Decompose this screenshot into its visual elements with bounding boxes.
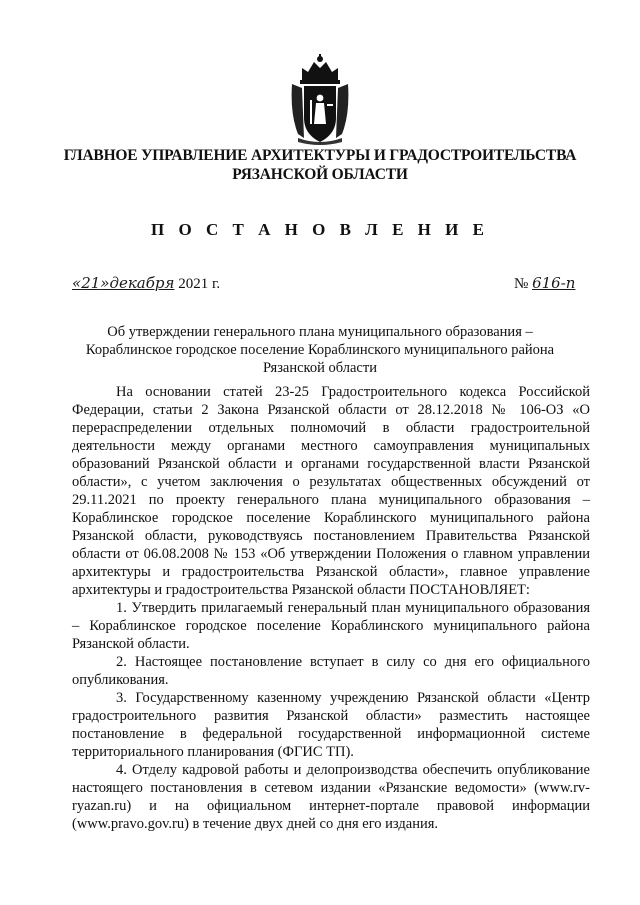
number-value: 616-п (532, 274, 576, 292)
subject-line: Об утверждении генерального плана муниципального образования – (107, 324, 533, 340)
organization-name-line2: РЯЗАНСКОЙ ОБЛАСТИ (232, 166, 408, 183)
organization-name-line1: ГЛАВНОЕ УПРАВЛЕНИЕ АРХИТЕКТУРЫ И ГРАДОСТРОИТЕЛЬСТВА (63, 147, 577, 164)
subject-line: Кораблинское городское поселение Кораблинского муниципального района (85, 342, 555, 358)
date-close-quote: » (100, 274, 110, 292)
ryazan-coat-of-arms-icon (288, 54, 352, 146)
preamble-paragraph: На основании статей 23-25 Градостроительного кодекса Российской Федерации, статьи 2 Закона Рязанской области от 28.12.2018 № 106-ОЗ «О перераспределении отдельных полномочий в области градостроительной деятельности между органами местного самоуправления муниципальных образований Рязанской области и органами государственной власти Рязанской области», с учетом заключения о результатах общественных обсуждений от 29.11.2021 по проекту генерального плана муниципального образования – Кораблинское городское поселение Кораблинского муниципального района Рязанской области, руководствуясь постановлением Правительства Рязанской области от 06.08.2008 № 153 «Об утверждении Положения о главном управлении архитектуры и градостроительства Рязанской области», главное управление архитектуры и градостроительства Рязанской области ПОСТАНОВЛЯЕТ: (72, 384, 590, 598)
date-day: 21 (81, 274, 101, 292)
clause-3: 3. Государственному казенному учреждению Рязанской области «Центр градостроительного развития Рязанской области» разместить настоящее постановление в федеральной государственной информационной системе территориального планирования (ФГИС ТП). (72, 690, 590, 760)
number-prefix: № (514, 276, 529, 292)
document-body (72, 383, 590, 833)
clause-4: 4. Отделу кадровой работы и делопроизводства обеспечить опубликование настоящего постановления в сетевом издании «Рязанские ведомости» (www.rv-ryazan.ru) и на официальном интернет-портале правовой информации (www.pravo.gov.ru) в течение двух дней со дня его издания. (72, 762, 590, 832)
subject-line: Рязанской области (263, 360, 377, 376)
clause-2: 2. Настоящее постановление вступает в силу со дня его официального опубликования. (72, 654, 590, 688)
document-subject (70, 323, 570, 377)
document-number (514, 274, 575, 293)
document-type-title: П О С Т А Н О В Л Е Н И Е (151, 220, 489, 239)
date-year: 2021 г. (178, 276, 221, 292)
date-month: декабря (109, 274, 175, 292)
clause-1: 1. Утвердить прилагаемый генеральный план муниципального образования – Кораблинское городское поселение Кораблинского муниципального района Рязанской области. (72, 600, 590, 652)
document-date (72, 274, 220, 293)
date-open-quote: « (72, 274, 82, 292)
